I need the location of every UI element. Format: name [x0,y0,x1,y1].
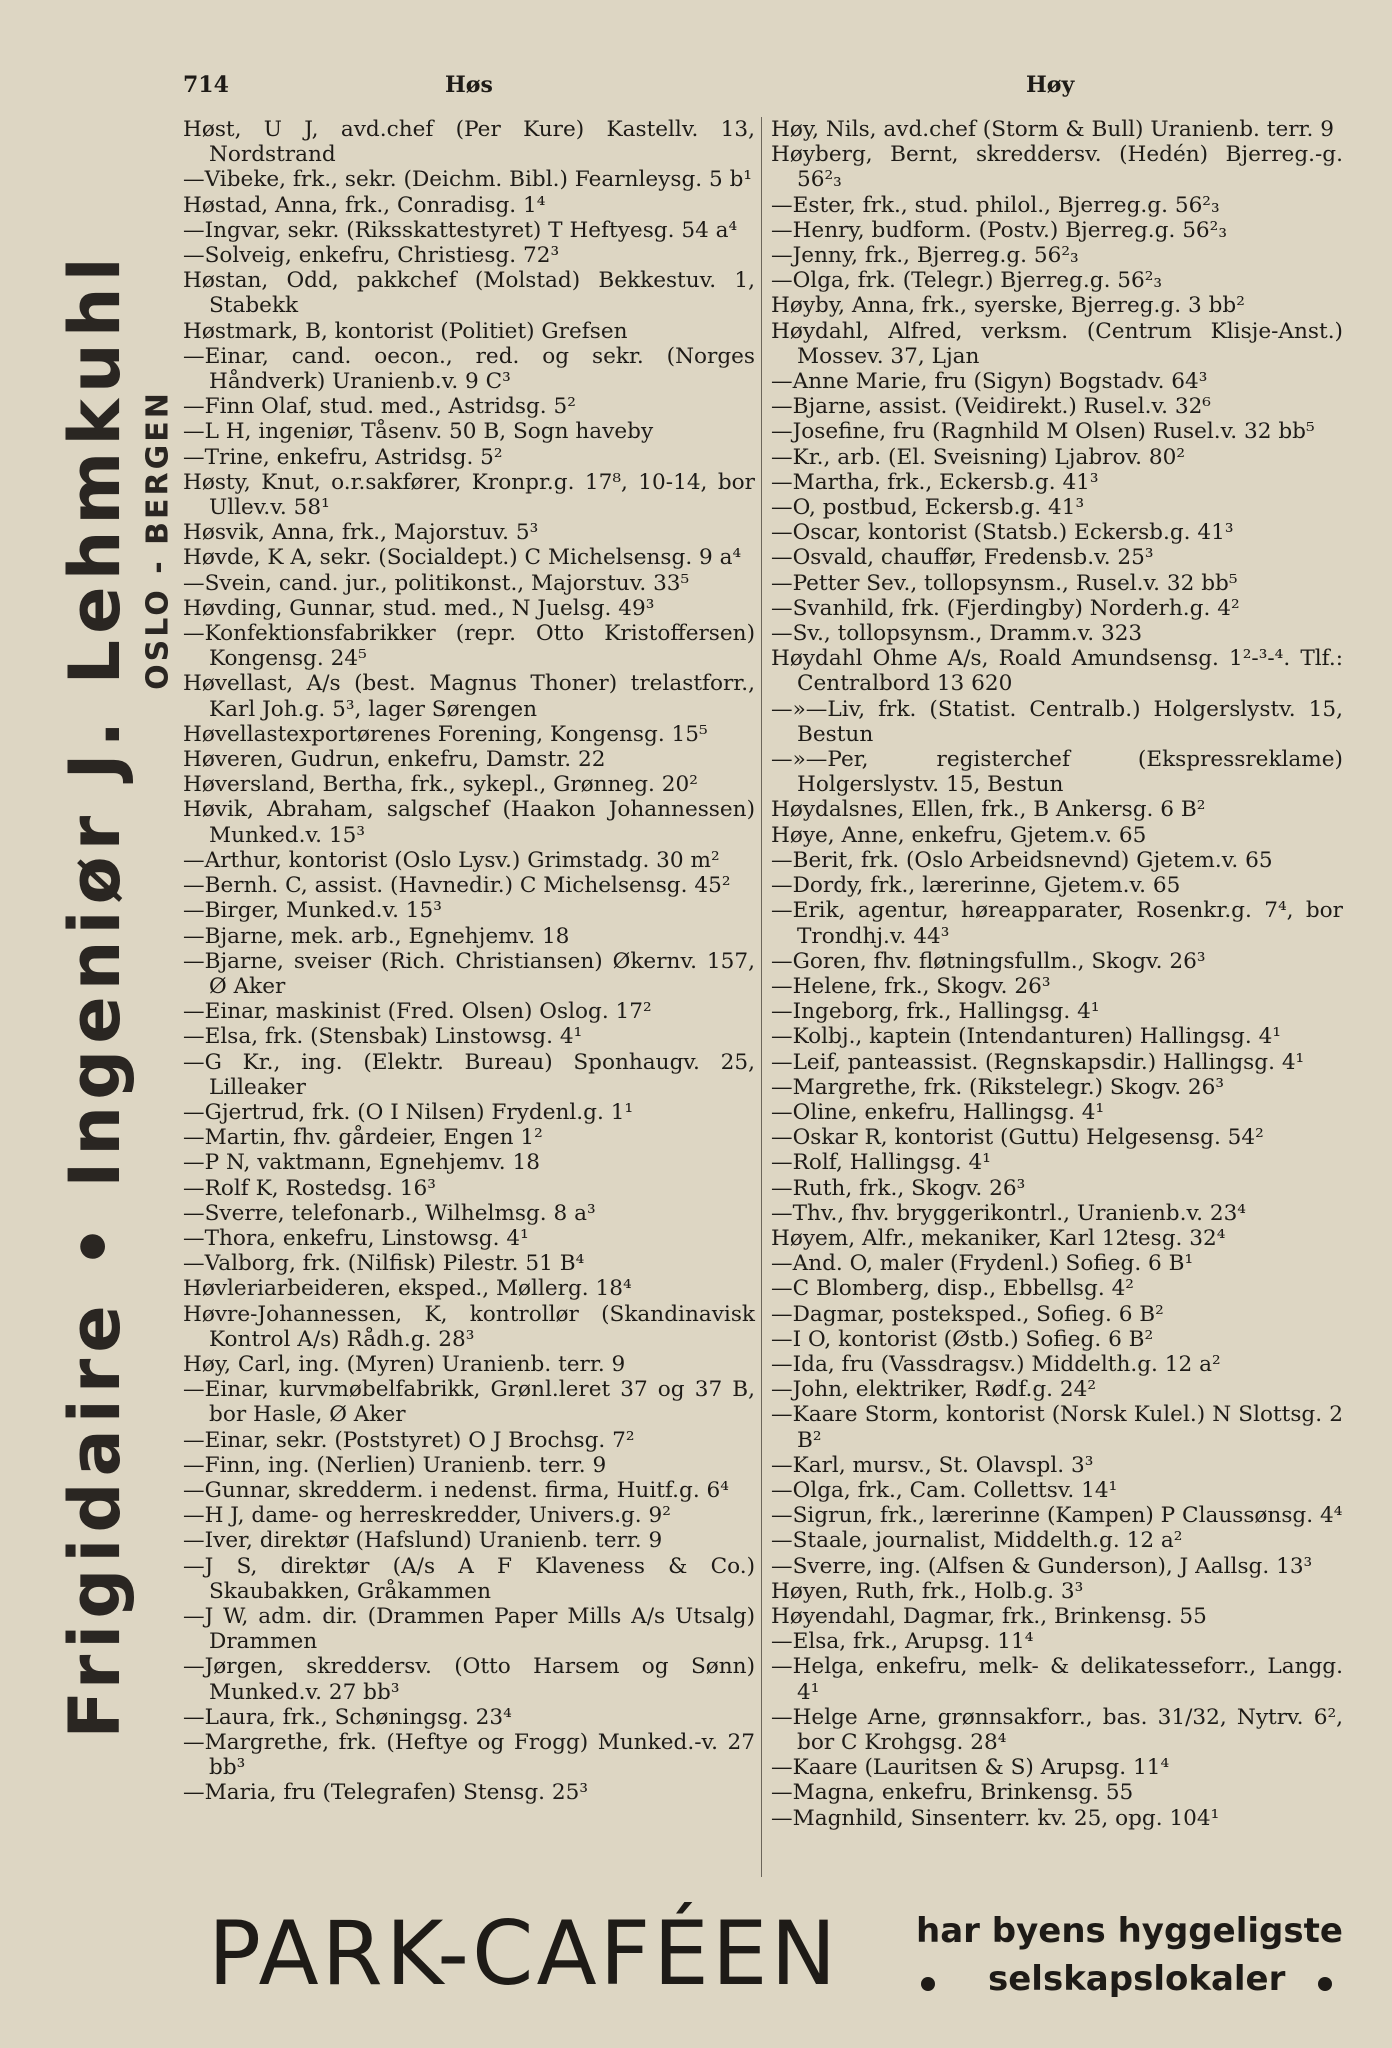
directory-entry: Høy, Carl, ing. (Myren) Uranienb. terr. 9 [183,1351,626,1377]
directory-entry: —Bjarne, sveiser (Rich. Christiansen) Økernv. 157, Ø Aker [183,948,755,999]
directory-entry: —Josefine, fru (Ragnhild M Olsen) Rusel.v. 32 bb⁵ [771,419,1315,445]
side-ad-city-text: OSLO - BERGEN [140,390,176,690]
footer-bullet-left [921,1977,935,1991]
directory-entry: —Kaare (Lauritsen & S) Arupsg. 11⁴ [771,1755,1170,1781]
directory-entry: —Oscar, kontorist (Statsb.) Eckersb.g. 41³ [771,520,1234,546]
directory-entry: —Olga, frk., Cam. Collettsv. 14¹ [771,1477,1118,1503]
side-advertisement [50,210,140,1780]
directory-entry: —Thv., fhv. bryggerikontrl., Uranienb.v. 23⁴ [771,1200,1246,1226]
directory-entry: —Finn Olaf, stud. med., Astridsg. 5² [183,394,576,420]
directory-entry: —Sigrun, frk., lærerinne (Kampen) P Claussønsg. 4⁴ [771,1503,1343,1529]
directory-entry: —O, postbud, Eckersb.g. 41³ [771,495,1085,521]
directory-entry: Høstmark, B, kontorist (Politiet) Grefsen [183,318,628,344]
footer-ad-line2: selskapslokaler [988,1959,1286,1999]
directory-entry: —And. O, maler (Frydenl.) Sofieg. 6 B¹ [771,1251,1194,1277]
directory-entry: Høvre-Johannessen, K, kontrollør (Skandinavisk Kontrol A/s) Rådh.g. 28³ [183,1301,755,1352]
directory-entry: —Einar, cand. oecon., red. og sekr. (Norges Håndverk) Uranienb.v. 9 C³ [183,343,755,395]
directory-entry: —I O, kontorist (Østb.) Sofieg. 6 B² [771,1326,1154,1352]
directory-entry: —Martin, fhv. gårdeier, Engen 1² [183,1125,543,1151]
directory-entry: —Svein, cand. jur., politikonst., Majorstuv. 33⁵ [183,570,690,596]
directory-entry: —Kaare Storm, kontorist (Norsk Kulel.) N Slottsg. 2 B² [771,1402,1343,1453]
directory-entry: —Laura, frk., Schøningsg. 23⁴ [183,1704,512,1730]
directory-entry: —Konfektionsfabrikker (repr. Otto Kristoffersen) Kongensg. 24⁵ [183,621,755,672]
column-divider [761,117,762,1877]
directory-entry: —Rolf K, Rostedsg. 16³ [183,1175,436,1201]
directory-entry: —Helene, frk., Skogv. 26³ [771,973,1051,999]
directory-entry: —Henry, budform. (Postv.) Bjerreg.g. 56²₃ [771,217,1227,243]
directory-entry: —Magna, enkefru, Brinkensg. 55 [771,1780,1134,1806]
directory-entry: —Iver, direktør (Hafslund) Uranienb. terr. 9 [183,1528,663,1554]
directory-entry: —Goren, fhv. fløtningsfullm., Skogv. 26³ [771,948,1206,974]
directory-entry: —L H, ingeniør, Tåsenv. 50 B, Sogn haveby [183,419,654,445]
directory-entry: —Jørgen, skreddersv. (Otto Harsem og Sønn) Munked.v. 27 bb³ [183,1654,755,1705]
footer-ad-name: PARK-CAFÉEN [208,1902,840,2005]
directory-entry: —Berit, frk. (Oslo Arbeidsnevnd) Gjetem.v. 65 [771,847,1273,873]
directory-entry: —C Blomberg, disp., Ebbellsg. 4² [771,1276,1134,1302]
directory-entry: Høsty, Knut, o.r.sakfører, Kronpr.g. 17⁸, 10-14, bor Ullev.v. 58¹ [183,469,755,521]
directory-entry: Høydalsnes, Ellen, frk., B Ankersg. 6 B² [771,797,1206,823]
directory-entry: —Finn, ing. (Nerlien) Uranienb. terr. 9 [183,1452,607,1478]
directory-entry: —Thora, enkefru, Linstowsg. 4¹ [183,1225,529,1251]
directory-entry: Høstad, Anna, frk., Conradisg. 1⁴ [183,192,546,218]
directory-entry: —Vibeke, frk., sekr. (Deichm. Bibl.) Fearnleysg. 5 b¹ [183,167,753,193]
directory-entry: —Dagmar, posteksped., Sofieg. 6 B² [771,1301,1164,1327]
directory-entry: —Sverre, telefonarb., Wilhelmsg. 8 a³ [183,1200,596,1226]
directory-entry: —Ingvar, sekr. (Riksskattestyret) T Heftyesg. 54 a⁴ [183,217,738,243]
directory-entry: —G Kr., ing. (Elektr. Bureau) Sponhaugv. 25, Lilleaker [183,1049,755,1100]
directory-entry: Høye, Anne, enkefru, Gjetem.v. 65 [771,822,1147,848]
directory-entry: Høyendahl, Dagmar, frk., Brinkensg. 55 [771,1603,1207,1629]
side-ad-main-text: Frigidaire • Ingeniør J. Lehmkuhl [54,251,136,1739]
directory-entry: Høversland, Bertha, frk., sykepl., Grønneg. 20² [183,772,698,798]
directory-entry: —Ingeborg, frk., Hallingsg. 4¹ [771,999,1100,1025]
directory-entry: —Maria, fru (Telegrafen) Stensg. 25³ [183,1780,589,1806]
directory-entry: —Erik, agentur, høreapparater, Rosenkr.g. 7⁴, bor Trondhj.v. 44³ [771,898,1343,949]
footer-bullet-right [1318,1977,1332,1991]
directory-entry: —Kr., arb. (El. Sveisning) Ljabrov. 80² [771,444,1185,470]
directory-entry: —Staale, journalist, Middelth.g. 12 a² [771,1528,1183,1554]
directory-entry: —H J, dame- og herreskredder, Univers.g. 9² [183,1503,671,1529]
directory-entry: —Oskar R, kontorist (Guttu) Helgesensg. 54² [771,1125,1264,1151]
directory-entry: Høst, U J, avd.chef (Per Kure) Kastellv. 13, Nordstrand [183,117,755,168]
directory-entry: —Svanhild, frk. (Fjerdingby) Norderh.g. 4² [771,595,1240,621]
directory-entry: Høvellastexportørenes Forening, Kongensg. 15⁵ [183,721,708,747]
directory-entry: Høy, Nils, avd.chef (Storm & Bull) Uranienb. terr. 9 [771,117,1334,142]
directory-entry: —Solveig, enkefru, Christiesg. 72³ [183,243,560,269]
directory-entry: —Martha, frk., Eckersb.g. 41³ [771,469,1099,495]
directory-entry: Høvik, Abraham, salgschef (Haakon Johannessen) Munked.v. 15³ [183,797,755,848]
directory-entry: —J W, adm. dir. (Drammen Paper Mills A/s Utsalg) Drammen [183,1603,755,1655]
directory-entry: —Petter Sev., tollopsynsm., Rusel.v. 32 bb⁵ [771,570,1238,596]
footer-ad-line1: har byens hyggeligste [916,1911,1343,1951]
directory-entry: Høsvik, Anna, frk., Majorstuv. 5³ [183,520,539,546]
directory-entry: —Anne Marie, fru (Sigyn) Bogstadv. 64³ [771,369,1208,395]
directory-entry: —Elsa, frk., Arupsg. 11⁴ [771,1629,1034,1655]
directory-entry: —Elsa, frk. (Stensbak) Linstowsg. 4¹ [183,1024,583,1050]
page-number: 714 [183,72,229,98]
directory-entry: —Einar, kurvmøbelfabrikk, Grønl.leret 37 og 37 B, bor Hasle, Ø Aker [183,1377,755,1428]
directory-entry: Høyen, Ruth, frk., Holb.g. 3³ [771,1578,1084,1604]
directory-entry: —Bernh. C, assist. (Havnedir.) C Michelsensg. 45² [183,873,731,899]
directory-entry: —Birger, Munked.v. 15³ [183,898,442,924]
directory-entry: Høstan, Odd, pakkchef (Molstad) Bekkestuv. 1, Stabekk [183,268,755,319]
directory-entry: —P N, vaktmann, Egnehjemv. 18 [183,1150,540,1176]
directory-entry: —J S, direktør (A/s A F Klaveness & Co.) Skaubakken, Gråkammen [183,1553,755,1604]
directory-entry: —Einar, sekr. (Poststyret) O J Brochsg. 7² [183,1427,635,1453]
directory-entry: —Rolf, Hallingsg. 4¹ [771,1150,991,1176]
directory-entry: —Sv., tollopsynsm., Dramm.v. 323 [771,621,1143,647]
directory-entry: —»—Per, registerchef (Ekspressreklame) Holgerslystv. 15, Bestun [771,747,1343,798]
directory-entry: Høydahl, Alfred, verksm. (Centrum Klisje-Anst.) Mossev. 37, Ljan [771,318,1343,369]
footer-advertisement [0,1897,1392,2017]
directory-entry: —Ida, fru (Vassdragsv.) Middelth.g. 12 a² [771,1351,1221,1377]
directory-entry: —Sverre, ing. (Alfsen & Gunderson), J Aallsg. 13³ [771,1553,1313,1579]
directory-entry: —Ruth, frk., Skogv. 26³ [771,1175,1026,1201]
directory-entry: —Trine, enkefru, Astridsg. 5² [183,444,503,470]
directory-entry: Høvleriarbeideren, eksped., Møllerg. 18⁴ [183,1276,632,1302]
directory-entry: —John, elektriker, Rødf.g. 24² [771,1377,1097,1403]
directory-entry: Høyby, Anna, frk., syerske, Bjerreg.g. 3 bb² [771,293,1245,319]
directory-entry: Høvellast, A/s (best. Magnus Thoner) trelastforr., Karl Joh.g. 5³, lager Sørengen [183,671,755,722]
directory-entry: —Valborg, frk. (Nilfisk) Pilestr. 51 B⁴ [183,1251,585,1277]
directory-entry: Høyem, Alfr., mekaniker, Karl 12tesg. 32⁴ [771,1225,1226,1251]
right-column [771,117,1343,1831]
directory-entry: Høyberg, Bernt, skreddersv. (Hedén) Bjerreg.-g. 56²₃ [771,142,1343,193]
directory-entry: —Gunnar, skredderm. i nedenst. firma, Huitf.g. 6⁴ [183,1477,729,1503]
directory-entry: Høydahl Ohme A/s, Roald Amundsensg. 1²-³-⁴. Tlf.: Centralbord 13 620 [771,646,1343,697]
directory-entry: Høveren, Gudrun, enkefru, Damstr. 22 [183,747,606,773]
directory-entry: —Jenny, frk., Bjerreg.g. 56²₃ [771,243,1079,269]
directory-entry: —Helge Arne, grønnsakforr., bas. 31/32, Nytrv. 6², bor C Krohgsg. 28⁴ [771,1704,1343,1755]
directory-entry: —Dordy, frk., lærerinne, Gjetem.v. 65 [771,873,1181,899]
directory-entry: Høvding, Gunnar, stud. med., N Juelsg. 49³ [183,595,655,621]
directory-entry: —Einar, maskinist (Fred. Olsen) Oslog. 17² [183,999,652,1025]
directory-entry: —Bjarne, mek. arb., Egnehjemv. 18 [183,923,570,949]
directory-entry: Høvde, K A, sekr. (Socialdept.) C Michelsensg. 9 a⁴ [183,545,742,571]
directory-entry: —Magnhild, Sinsenterr. kv. 25, opg. 104¹ [771,1805,1220,1831]
directory-entry: —Bjarne, assist. (Veidirekt.) Rusel.v. 32⁶ [771,394,1211,420]
directory-entry: —Oline, enkefru, Hallingsg. 4¹ [771,1099,1105,1125]
directory-entry: —Gjertrud, frk. (O I Nilsen) Frydenl.g. 1¹ [183,1099,634,1125]
left-column-keyword: Høs [445,72,493,98]
left-column [183,117,755,1806]
directory-entry: —Karl, mursv., St. Olavspl. 3³ [771,1452,1094,1478]
directory-entry: —Osvald, chauffør, Fredensb.v. 25³ [771,545,1154,571]
directory-entry: —Leif, panteassist. (Regnskapsdir.) Hallingsg. 4¹ [771,1049,1305,1075]
directory-entry: —Kolbj., kaptein (Intendanturen) Hallingsg. 4¹ [771,1024,1281,1050]
directory-entry: —»—Liv, frk. (Statist. Centralb.) Holgerslystv. 15, Bestun [771,696,1343,747]
directory-entry: —Margrethe, frk. (Heftye og Frogg) Munked.-v. 27 bb³ [183,1730,755,1781]
directory-entry: —Helga, enkefru, melk- & delikatesseforr., Langg. 4¹ [771,1654,1343,1705]
directory-entry: —Ester, frk., stud. philol., Bjerreg.g. 56²₃ [771,192,1220,218]
right-column-keyword: Høy [1026,72,1075,98]
directory-entry: —Olga, frk. (Telegr.) Bjerreg.g. 56²₃ [771,268,1163,294]
directory-entry: —Arthur, kontorist (Oslo Lysv.) Grimstadg. 30 m² [183,847,720,873]
directory-entry: —Margrethe, frk. (Rikstelegr.) Skogv. 26³ [771,1074,1225,1100]
